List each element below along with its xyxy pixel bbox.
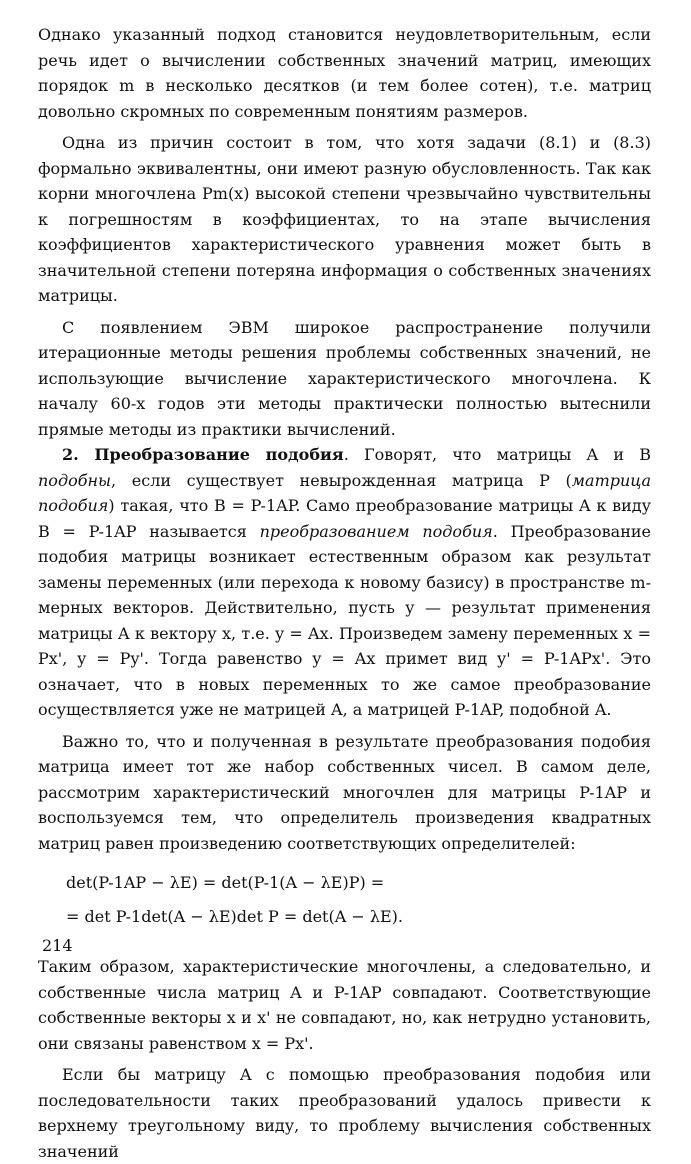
section-title: 2. Преобразование подобия [62, 445, 344, 464]
term-similar: подобны [38, 470, 112, 490]
paragraph-1: Однако указанный подход становится неудовлетворительным, если речь идет о вычислении собственных значений матриц, имеющих порядок m в несколько десятков (и тем более сотен), т.е. матриц довольно скромных по современным понятиям размеров. [38, 25, 651, 121]
section-similarity-paragraph [38, 442, 651, 723]
paragraph-5: Важно то, что и полученная в результате преобразования подобия матрица имеет тот же набор собственных чисел. В самом деле, рассмотрим характеристический многочлен для матрицы P-1AP и воспользуемся тем, что определитель произведения квадратных матриц равен произведению соответствующих определителей: [38, 731, 651, 853]
term-similarity-matrix: матрица подобия [38, 470, 651, 515]
formula-line-1: det(P-1AP − λE) = det(P-1(A − λE)P) = [66, 873, 385, 892]
determinant-formula [66, 866, 651, 934]
paragraph-2: Одна из причин состоит в том, что хотя задачи (8.1) и (8.3) формально эквивалентны, они имеют разную обусловленность. Так как корни многочлена Pm(x) высокой степени чрезвычайно чувствительны к погрешностям в коэффициентах, то на этапе вычисления коэффициентов характеристического уравнения может быть в значительной степени потеряна информация о собственных значениях матрицы. [38, 133, 651, 305]
section-text-d: . Преобразование подобия матрицы возникает естественным образом как результат замены переменных (или перехода к новому базису) в пространстве m-мерных векторов. Действительно, пусть y — результат применения матрицы A к вектору x, т.е. y = Ax. Произведем замену переменных x = Px', y = Py'. Тогда равенство y = Ax примет вид y' = P-1APx'. Это означает, что в новых переменных то же самое преобразование осуществляется уже не матрицей A, а матрицей P-1AP, подобной A. [38, 521, 651, 719]
paragraph-6: Таким образом, характеристические многочлены, а следовательно, и собственные числа матриц A и P-1AP совпадают. Соответствующие собственные векторы x и x' не совпадают, но, как нетрудно установить, они связаны равенством x = Px'. [38, 957, 651, 1053]
term-similarity-transform: преобразованием подобия [259, 521, 493, 541]
formula-line-2: = det P-1det(A − λE)det P = det(A − λE). [66, 907, 404, 926]
paragraph-7: Если бы матрицу A с помощью преобразования подобия или последовательности таких преобразований удалось привести к верхнему треугольному виду, то проблему вычисления собственных значений [38, 1065, 651, 1161]
paragraph-3: С появлением ЭВМ широкое распространение получили итерационные методы решения проблемы собственных значений, не использующие вычисление характеристического многочлена. К началу 60-х годов эти методы практически полностью вытеснили прямые методы из практики вычислений. [38, 317, 651, 439]
section-text-b: , если существует невырожденная матрица P ( [111, 470, 572, 490]
page-number: 214 [42, 936, 73, 955]
section-text-c: ) такая, что B = P-1AP. Само преобразование матрицы A к виду B = P-1AP называется [38, 496, 651, 541]
section-text-a: . Говорят, что матрицы A и B [343, 445, 652, 464]
